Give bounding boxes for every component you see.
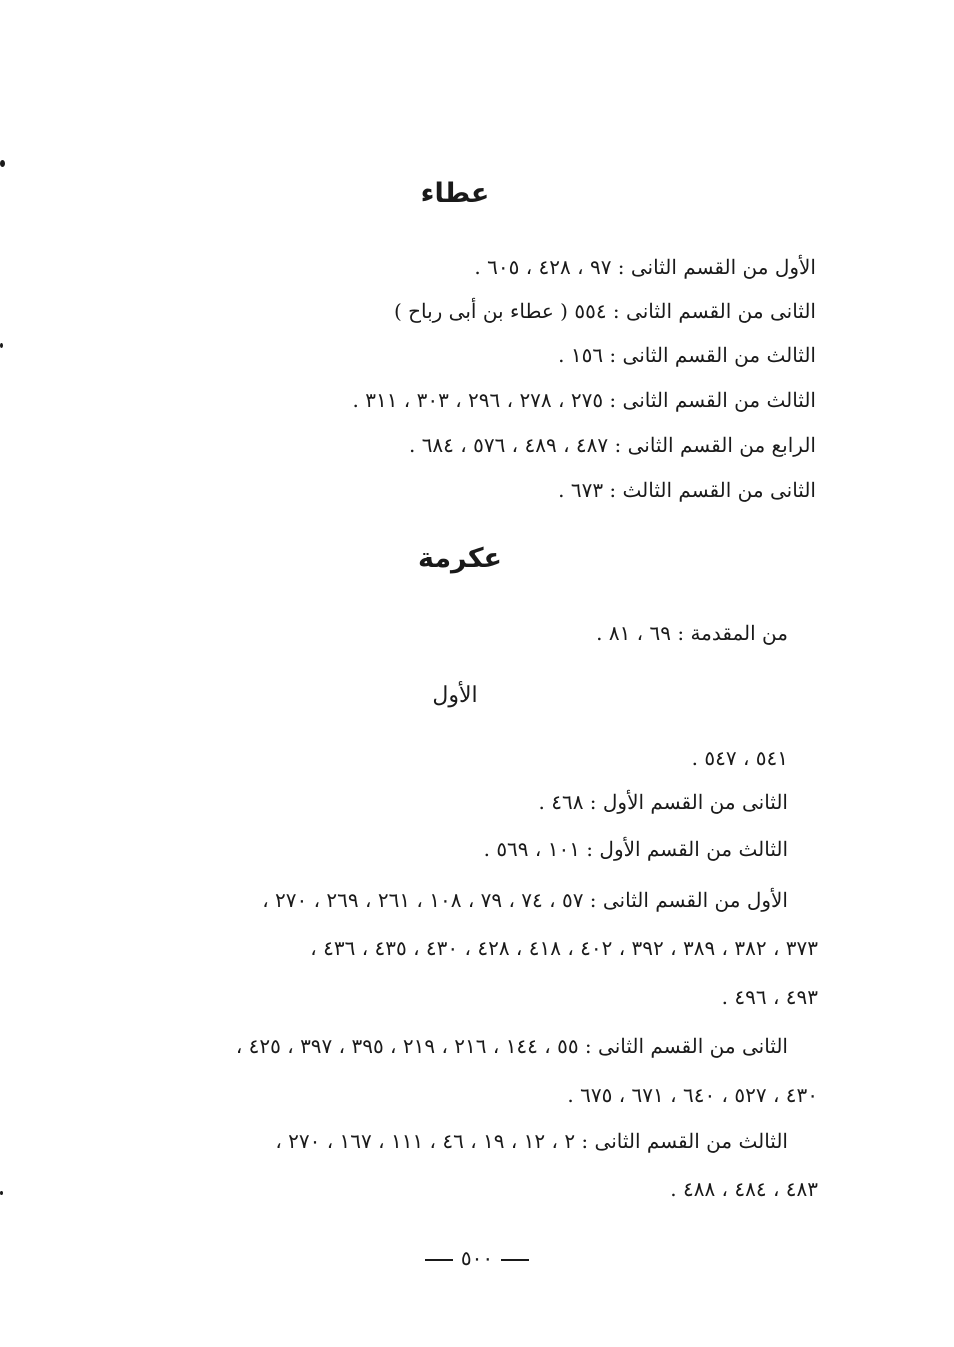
scan-speck	[0, 160, 5, 167]
entry-line: الأول من القسم الثانى : ٩٧ ، ٤٢٨ ، ٦٠٥ .	[474, 255, 816, 279]
entry-line: الثالث من القسم الثانى : ٢ ، ١٢ ، ١٩ ، ٤٦ ، ١١١ ، ١٦٧ ، ٢٧٠ ،	[275, 1129, 788, 1153]
entry-line: ٤٨٣ ، ٤٨٤ ، ٤٨٨ .	[670, 1177, 818, 1201]
page-number: ٥٠٠	[460, 1246, 494, 1270]
footer-dash-left	[501, 1259, 529, 1261]
section-title-ata: عطاء	[420, 178, 490, 209]
entry-line: الأول من القسم الثانى : ٥٧ ، ٧٤ ، ٧٩ ، ١٠٨ ، ٢٦١ ، ٢٦٩ ، ٢٧٠ ،	[262, 888, 788, 912]
section-title-ikrima: عكرمة	[417, 543, 503, 574]
entry-line: الثانى من القسم الثانى : ٥٥ ، ١٤٤ ، ٢١٦ ، ٢١٩ ، ٣٩٥ ، ٣٩٧ ، ٤٢٥ ،	[235, 1034, 788, 1058]
page-footer	[0, 1246, 954, 1270]
entry-line: ٤٩٣ ، ٤٩٦ .	[721, 985, 818, 1009]
entry-line: الثالث من القسم الثانى : ١٥٦ .	[558, 343, 816, 367]
entry-line: الثانى من القسم الثانى : ٥٥٤ ( عطاء بن أبى رباح )	[393, 299, 816, 323]
entry-line: الثانى من القسم الثالث : ٦٧٣ .	[558, 478, 816, 502]
entry-line: الثالث من القسم الأول : ١٠١ ، ٥٦٩ .	[483, 837, 788, 861]
footer-dash-right	[425, 1259, 453, 1261]
scan-speck	[0, 1191, 3, 1195]
intro-line: من المقدمة : ٦٩ ، ٨١ .	[596, 621, 788, 645]
sub-heading: الأول	[432, 683, 478, 708]
entry-line: الرابع من القسم الثانى : ٤٨٧ ، ٤٨٩ ، ٥٧٦ ، ٦٨٤ .	[408, 433, 816, 457]
entry-line: ٤٣٠ ، ٥٢٧ ، ٦٤٠ ، ٦٧١ ، ٦٧٥ .	[567, 1083, 818, 1107]
entry-line: الثالث من القسم الثانى : ٢٧٥ ، ٢٧٨ ، ٢٩٦ ، ٣٠٣ ، ٣١١ .	[352, 388, 816, 412]
entry-line: الثانى من القسم الأول : ٤٦٨ .	[538, 790, 788, 814]
entry-line: ٣٧٣ ، ٣٨٢ ، ٣٨٩ ، ٣٩٢ ، ٤٠٢ ، ٤١٨ ، ٤٢٨ ، ٤٣٠ ، ٤٣٥ ، ٤٣٦ ،	[310, 936, 818, 960]
scan-speck	[0, 343, 3, 348]
entry-line: ٥٤١ ، ٥٤٧ .	[691, 746, 788, 770]
